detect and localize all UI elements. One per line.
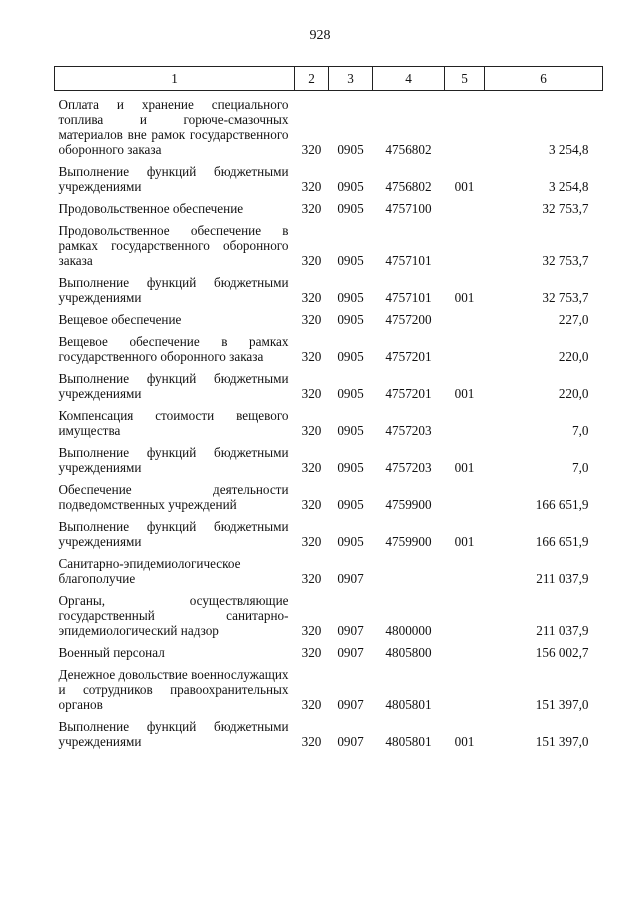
row-name: Продовольственное обеспечение в рамках государственного оборонного заказа	[58, 223, 289, 268]
table-row	[55, 712, 603, 749]
row-name: Вещевое обеспечение	[58, 312, 182, 327]
row-ministry: 320	[301, 290, 322, 305]
row-target-article: 4805800	[385, 645, 432, 660]
row-ministry: 320	[301, 312, 322, 327]
row-expense-type	[445, 91, 485, 158]
header-col-5: 5	[445, 67, 485, 91]
row-ministry: 320	[301, 201, 322, 216]
row-expense-type	[445, 327, 485, 364]
table-row	[55, 327, 603, 364]
row-amount: 32 753,7	[542, 201, 589, 216]
row-amount: 166 651,9	[535, 534, 589, 549]
header-col-6: 6	[485, 67, 603, 91]
row-section: 0907	[337, 571, 364, 586]
row-expense-type	[445, 475, 485, 512]
table-row	[55, 586, 603, 638]
row-name: Продовольственное обеспечение	[58, 201, 244, 216]
row-ministry: 320	[301, 697, 322, 712]
header-row	[55, 67, 603, 91]
row-expense-type: 001	[454, 179, 475, 194]
row-name: Выполнение функций бюджетными учреждениями	[58, 719, 289, 749]
row-ministry: 320	[301, 349, 322, 364]
table-row	[55, 268, 603, 305]
row-target-article	[373, 549, 445, 586]
row-target-article: 4756802	[385, 142, 432, 157]
row-amount: 156 002,7	[535, 645, 589, 660]
row-target-article: 4757203	[385, 423, 432, 438]
row-section: 0905	[337, 534, 364, 549]
row-section: 0905	[337, 312, 364, 327]
table-row	[55, 660, 603, 712]
row-target-article: 4757203	[385, 460, 432, 475]
row-expense-type: 001	[454, 386, 475, 401]
row-ministry: 320	[301, 571, 322, 586]
row-ministry: 320	[301, 179, 322, 194]
row-section: 0905	[337, 179, 364, 194]
row-ministry: 320	[301, 534, 322, 549]
row-amount: 220,0	[558, 349, 589, 364]
row-section: 0907	[337, 697, 364, 712]
row-ministry: 320	[301, 386, 322, 401]
row-name: Выполнение функций бюджетными учреждениями	[58, 519, 289, 549]
row-amount: 32 753,7	[542, 253, 589, 268]
header-col-3: 3	[329, 67, 373, 91]
row-expense-type	[445, 638, 485, 660]
table-row	[55, 194, 603, 216]
row-name: Обеспечение деятельности подведомственных учреждений	[58, 482, 289, 512]
row-ministry: 320	[301, 734, 322, 749]
row-section: 0907	[337, 645, 364, 660]
row-target-article: 4757101	[385, 290, 432, 305]
row-ministry: 320	[301, 423, 322, 438]
row-name: Военный персонал	[58, 645, 165, 660]
table-row	[55, 91, 603, 158]
table-header	[55, 67, 603, 91]
row-name: Денежное довольствие военнослужащих и сотрудников правоохранительных органов	[58, 667, 289, 712]
row-section: 0905	[337, 201, 364, 216]
row-name: Выполнение функций бюджетными учреждениями	[58, 371, 289, 401]
row-section: 0905	[337, 290, 364, 305]
row-expense-type: 001	[454, 460, 475, 475]
row-amount: 211 037,9	[536, 571, 589, 586]
row-target-article: 4800000	[385, 623, 432, 638]
row-target-article: 4757200	[385, 312, 432, 327]
row-section: 0907	[337, 734, 364, 749]
row-section: 0905	[337, 142, 364, 157]
row-target-article: 4756802	[385, 179, 432, 194]
row-expense-type	[445, 194, 485, 216]
row-ministry: 320	[301, 460, 322, 475]
table-row	[55, 157, 603, 194]
row-amount: 166 651,9	[535, 497, 589, 512]
table-row	[55, 438, 603, 475]
row-target-article: 4805801	[385, 697, 432, 712]
row-target-article: 4757201	[385, 386, 432, 401]
row-amount: 3 254,8	[548, 142, 589, 157]
header-col-4: 4	[373, 67, 445, 91]
row-section: 0905	[337, 253, 364, 268]
row-expense-type	[445, 586, 485, 638]
row-expense-type	[445, 401, 485, 438]
row-name: Оплата и хранение специального топлива и горюче-смазочных материалов вне рамок государственного оборонного заказа	[58, 97, 289, 157]
table-row	[55, 475, 603, 512]
table-row	[55, 512, 603, 549]
table-row	[55, 638, 603, 660]
row-amount: 7,0	[572, 423, 589, 438]
row-target-article: 4757201	[385, 349, 432, 364]
table-row	[55, 549, 603, 586]
row-name: Выполнение функций бюджетными учреждениями	[58, 445, 289, 475]
row-expense-type	[445, 305, 485, 327]
row-section: 0905	[337, 423, 364, 438]
row-ministry: 320	[301, 253, 322, 268]
row-section: 0905	[337, 349, 364, 364]
row-name: Выполнение функций бюджетными учреждениями	[58, 275, 289, 305]
table-row	[55, 216, 603, 268]
row-section: 0905	[337, 497, 364, 512]
row-target-article: 4757100	[385, 201, 432, 216]
row-expense-type: 001	[454, 734, 475, 749]
row-expense-type: 001	[454, 534, 475, 549]
row-target-article: 4805801	[385, 734, 432, 749]
row-ministry: 320	[301, 142, 322, 157]
row-section: 0905	[337, 386, 364, 401]
row-section: 0905	[337, 460, 364, 475]
row-amount: 151 397,0	[535, 734, 589, 749]
row-target-article: 4757101	[385, 253, 432, 268]
page-number: 928	[309, 28, 331, 43]
row-amount: 7,0	[572, 460, 589, 475]
row-expense-type	[445, 660, 485, 712]
table-body	[55, 91, 603, 750]
table-row	[55, 401, 603, 438]
table-row	[55, 364, 603, 401]
row-name: Органы, осуществляющие государственный санитарно-эпидемиологический надзор	[58, 593, 289, 638]
row-amount: 220,0	[558, 386, 589, 401]
row-expense-type	[445, 549, 485, 586]
header-col-1: 1	[55, 67, 295, 91]
table-row	[55, 305, 603, 327]
row-amount: 227,0	[558, 312, 589, 327]
row-target-article: 4759900	[385, 497, 432, 512]
row-expense-type	[445, 216, 485, 268]
row-expense-type: 001	[454, 290, 475, 305]
row-ministry: 320	[301, 497, 322, 512]
row-name: Вещевое обеспечение в рамках государственного оборонного заказа	[58, 334, 289, 364]
row-name: Выполнение функций бюджетными учреждениями	[58, 164, 289, 194]
budget-table	[54, 66, 603, 749]
row-name: Компенсация стоимости вещевого имущества	[58, 408, 289, 438]
row-amount: 151 397,0	[535, 697, 589, 712]
row-name: Санитарно-эпидемиологическое благополучие	[58, 556, 241, 586]
row-amount: 3 254,8	[548, 179, 589, 194]
row-ministry: 320	[301, 645, 322, 660]
row-amount: 32 753,7	[542, 290, 589, 305]
row-section: 0907	[337, 623, 364, 638]
row-amount: 211 037,9	[536, 623, 589, 638]
row-ministry: 320	[301, 623, 322, 638]
header-col-2: 2	[295, 67, 329, 91]
row-target-article: 4759900	[385, 534, 432, 549]
